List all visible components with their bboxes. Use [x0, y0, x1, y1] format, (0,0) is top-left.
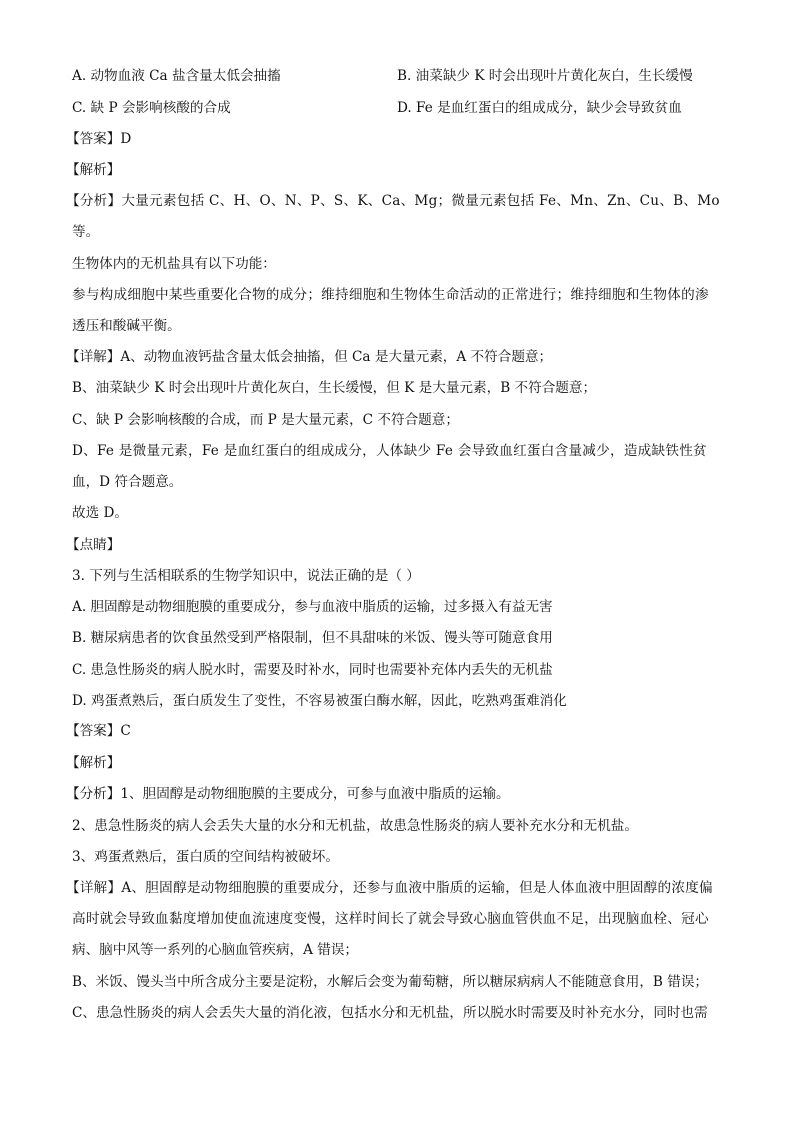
q2-detail-line: B、油菜缺少 K 时会出现叶片黄化灰白，生长缓慢，但 K 是大量元素，B 不符合题意； — [72, 380, 597, 396]
q2-detail-line: 【详解】A、动物血液钙盐含量太低会抽搐，但 Ca 是大量元素，A 不符合题意； — [66, 349, 553, 365]
q3-option-b: B. 糖尿病患者的饮食虽然受到严格限制，但不具甜味的米饭、馒头等可随意食用 — [72, 630, 553, 646]
q3-analysis-line: 2、患急性肠炎的病人会丢失大量的水分和无机盐，故患急性肠炎的病人要补充水分和无机盐。 — [72, 818, 638, 834]
q2-analysis-line: 参与构成细胞中某些重要化合物的成分；维持细胞和生物体生命活动的正常进行；维持细胞和生物体的渗 — [72, 287, 709, 303]
q2-analysis-line: 透压和酸碱平衡。 — [72, 318, 181, 334]
q3-analysis-line: 【分析】1、胆固醇是动物细胞膜的主要成分，可参与血液中脂质的运输。 — [66, 786, 510, 802]
q2-answer: 【答案】D — [66, 131, 132, 147]
q2-detail-line: 血，D 符合题意。 — [72, 474, 183, 490]
q3-detail-line: 病、脑中风等一系列的心脑血管疾病，A 错误； — [72, 942, 359, 958]
q2-detail-line: C、缺 P 会影响核酸的合成，而 P 是大量元素，C 不符合题意； — [72, 412, 459, 428]
q2-analysis-line: 等。 — [72, 224, 100, 240]
q2-option-d: D. Fe 是血红蛋白的组成成分，缺少会导致贫血 — [397, 100, 682, 116]
q2-option-a: A. 动物血液 Ca 盐含量太低会抽搐 — [72, 68, 281, 84]
q2-dianjing: 【点睛】 — [66, 537, 121, 553]
q2-detail-line: 故选 D。 — [72, 505, 129, 521]
q3-stem: 3. 下列与生活相联系的生物学知识中，说法正确的是（ ） — [72, 568, 420, 584]
q2-analysis-line: 【分析】大量元素包括 C、H、O、N、P、S、K、Ca、Mg；微量元素包括 Fe、Mn、Zn、Cu、B、Mo — [66, 193, 720, 209]
q3-detail-line: C、患急性肠炎的病人会丢失大量的消化液，包括水分和无机盐，所以脱水时需要及时补充水分，同时也需 — [72, 1005, 708, 1021]
q2-detail-line: D、Fe 是微量元素，Fe 是血红蛋白的组成成分，人体缺少 Fe 会导致血红蛋白含量减少，造成缺铁性贫 — [72, 443, 707, 459]
q3-option-d: D. 鸡蛋煮熟后，蛋白质发生了变性，不容易被蛋白酶水解，因此，吃熟鸡蛋难消化 — [72, 693, 567, 709]
q3-option-a: A. 胆固醇是动物细胞膜的重要成分，参与血液中脂质的运输，过多摄入有益无害 — [72, 599, 553, 615]
q3-analysis-heading: 【解析】 — [66, 755, 121, 771]
q2-analysis-heading: 【解析】 — [66, 162, 121, 178]
q3-analysis-line: 3、鸡蛋煮熟后，蛋白质的空间结构被破坏。 — [72, 849, 339, 865]
q2-option-b: B. 油菜缺少 K 时会出现叶片黄化灰白，生长缓慢 — [397, 68, 693, 84]
q2-option-c: C. 缺 P 会影响核酸的合成 — [72, 100, 231, 116]
q3-option-c: C. 患急性肠炎的病人脱水时，需要及时补水，同时也需要补充体内丢失的无机盐 — [72, 662, 553, 678]
q3-detail-line: B、米饭、馒头当中所含成分主要是淀粉，水解后会变为葡萄糖，所以糖尿病病人不能随意食用，B 错误； — [72, 974, 709, 990]
q2-analysis-line: 生物体内的无机盐具有以下功能： — [72, 256, 276, 272]
q3-detail-line: 高时就会导致血黏度增加使血流速度变慢，这样时间长了就会导致心脑血管供血不足，出现脑血栓、冠心 — [72, 911, 709, 927]
q3-answer: 【答案】C — [66, 723, 131, 739]
q3-detail-line: 【详解】A、胆固醇是动物细胞膜的重要成分，还参与血液中脂质的运输，但是人体血液中胆固醇的浓度偏 — [66, 880, 713, 896]
